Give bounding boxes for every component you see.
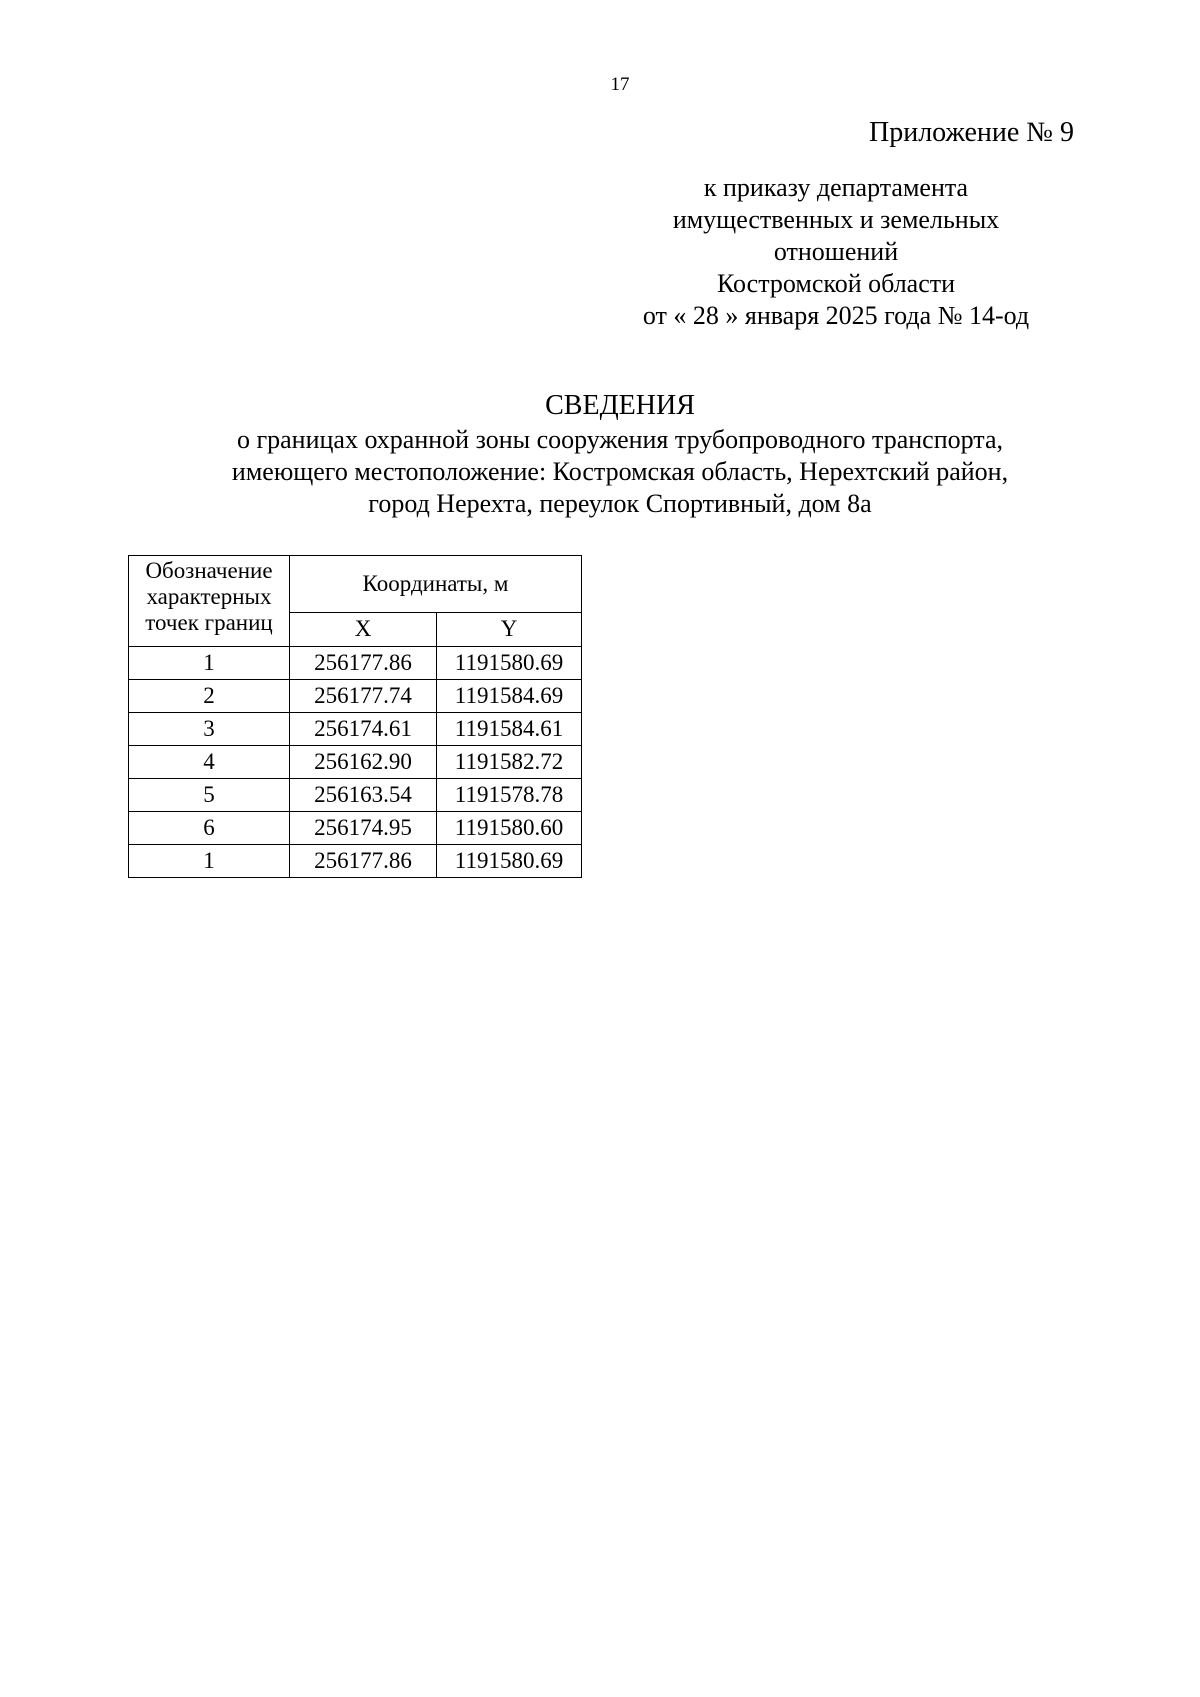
header-y: Y bbox=[437, 612, 582, 646]
table-row bbox=[129, 647, 582, 680]
header-point-line: Обозначение bbox=[145, 558, 273, 583]
point-cell: 1 bbox=[129, 647, 290, 680]
order-date-line: от « 28 » января 2025 года № 14-од bbox=[642, 301, 1030, 330]
point-cell: 6 bbox=[129, 812, 290, 845]
table-row bbox=[129, 845, 582, 878]
y-cell: 1191578.78 bbox=[437, 779, 582, 812]
appendix-title: Приложение № 9 bbox=[869, 117, 1074, 148]
table-row bbox=[129, 746, 582, 779]
order-line: имущественных и земельных bbox=[672, 205, 1000, 234]
coordinates-table bbox=[128, 555, 582, 878]
order-line: отношений bbox=[773, 237, 899, 266]
point-cell: 4 bbox=[129, 746, 290, 779]
x-cell: 256177.86 bbox=[290, 647, 437, 680]
subtitle-line: город Нерехта, переулок Спортивный, дом 8а bbox=[368, 489, 872, 518]
y-cell: 1191584.69 bbox=[437, 680, 582, 713]
table-row bbox=[129, 713, 582, 746]
point-cell: 1 bbox=[129, 845, 290, 878]
point-cell: 3 bbox=[129, 713, 290, 746]
header-point-line: характерных bbox=[146, 584, 272, 609]
subtitle-line: имеющего местоположение: Костромская область, Нерехтский район, bbox=[231, 457, 1009, 486]
y-cell: 1191584.61 bbox=[437, 713, 582, 746]
table-row bbox=[129, 779, 582, 812]
order-line: к приказу департамента bbox=[703, 173, 969, 202]
y-cell: 1191580.69 bbox=[437, 845, 582, 878]
header-x: X bbox=[290, 612, 437, 646]
x-cell: 256162.90 bbox=[290, 746, 437, 779]
y-cell: 1191580.60 bbox=[437, 812, 582, 845]
x-cell: 256177.74 bbox=[290, 680, 437, 713]
x-cell: 256163.54 bbox=[290, 779, 437, 812]
y-cell: 1191580.69 bbox=[437, 647, 582, 680]
x-cell: 256177.86 bbox=[290, 845, 437, 878]
x-cell: 256174.95 bbox=[290, 812, 437, 845]
table-row bbox=[129, 812, 582, 845]
y-cell: 1191582.72 bbox=[437, 746, 582, 779]
document-subtitle bbox=[160, 424, 1080, 520]
header-point-designation bbox=[129, 556, 290, 647]
table-header-row bbox=[129, 556, 582, 613]
x-cell: 256174.61 bbox=[290, 713, 437, 746]
point-cell: 2 bbox=[129, 680, 290, 713]
table-row bbox=[129, 680, 582, 713]
subtitle-line: о границах охранной зоны сооружения трубопроводного транспорта, bbox=[236, 425, 1004, 454]
document-title: СВЕДЕНИЯ bbox=[545, 390, 695, 421]
header-coordinates: Координаты, м bbox=[290, 556, 582, 613]
order-reference bbox=[560, 172, 1112, 332]
page-number: 17 bbox=[610, 74, 630, 95]
order-line: Костромской области bbox=[716, 269, 956, 298]
header-point-line: точек границ bbox=[145, 610, 273, 635]
point-cell: 5 bbox=[129, 779, 290, 812]
